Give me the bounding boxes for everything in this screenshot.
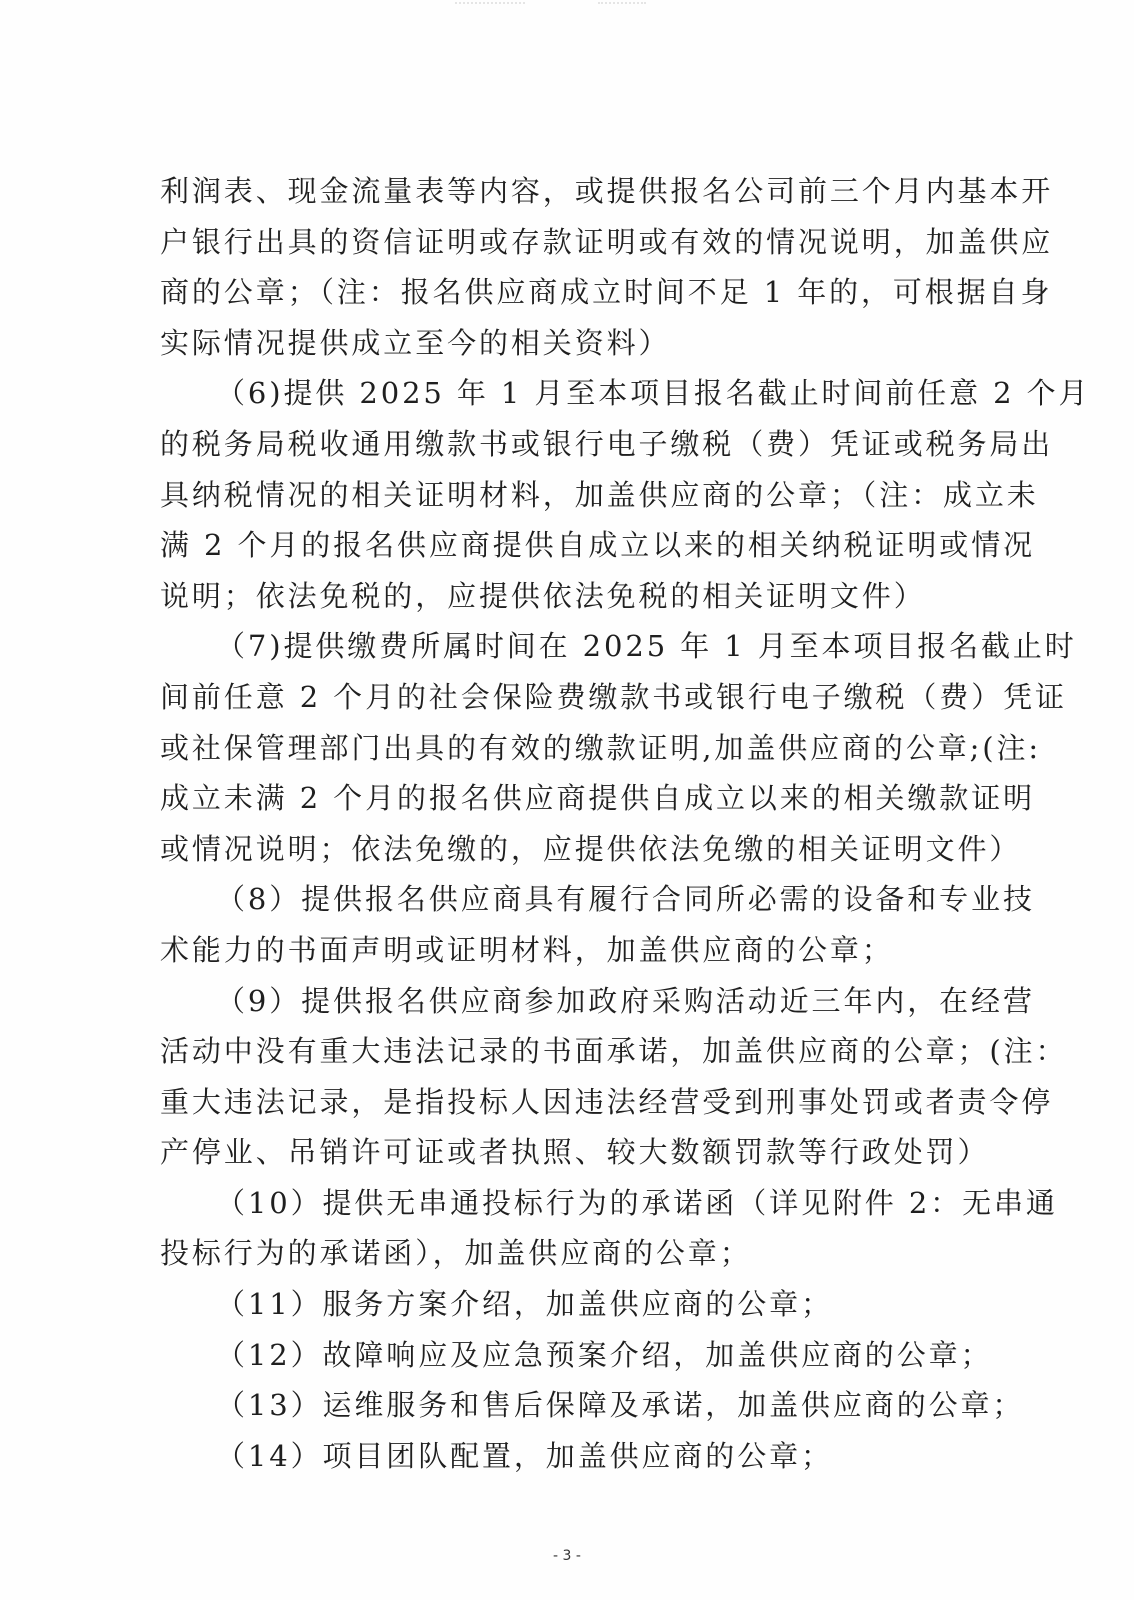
text-line: 满 2 个月的报名供应商提供自成立以来的相关纳税证明或情况 (160, 528, 1035, 563)
text-line: 或社保管理部门出具的有效的缴款证明,加盖供应商的公章;(注: (160, 730, 1042, 765)
text-line: 或情况说明；依法免缴的，应提供依法免缴的相关证明文件） (160, 831, 1022, 866)
scan-artifact (598, 2, 646, 18)
scan-artifact (455, 2, 525, 18)
text-line: 重大违法记录，是指投标人因违法经营受到刑事处罚或者责令停 (160, 1084, 1054, 1119)
item-8-start: （8）提供报名供应商具有履行合同所必需的设备和专业技 (216, 882, 1035, 917)
text-line: 说明；依法免税的，应提供依法免税的相关证明文件） (160, 578, 926, 613)
item-10-start: （10）提供无串通投标行为的承诺函（详见附件 2：无串通 (216, 1185, 1058, 1220)
text-line: 商的公章；（注：报名供应商成立时间不足 1 年的，可根据自身 (160, 275, 1053, 310)
document-body (160, 166, 1091, 1481)
item-12: （12）故障响应及应急预案介绍，加盖供应商的公章； (216, 1337, 993, 1372)
text-line: 的税务局税收通用缴款书或银行电子缴税（费）凭证或税务局出 (160, 426, 1054, 461)
item-11: （11）服务方案介绍，加盖供应商的公章； (216, 1287, 833, 1322)
text-line: 利润表、现金流量表等内容，或提供报名公司前三个月内基本开 (160, 174, 1054, 208)
text-line: 活动中没有重大违法记录的书面承诺，加盖供应商的公章；(注： (160, 1034, 1068, 1069)
text-line: 投标行为的承诺函），加盖供应商的公章； (160, 1236, 752, 1271)
item-7-start: （7)提供缴费所属时间在 2025 年 1 月至本项目报名截止时 (216, 629, 1077, 664)
text-line: 间前任意 2 个月的社会保险费缴款书或银行电子缴税（费）凭证 (160, 679, 1067, 714)
text-line: 产停业、吊销许可证或者执照、较大数额罚款等行政处罚） (160, 1135, 990, 1170)
item-14: （14）项目团队配置，加盖供应商的公章； (216, 1438, 833, 1473)
item-6-start: （6)提供 2025 年 1 月至本项目报名截止时间前任意 2 个月 (216, 376, 1091, 411)
text-line: 成立未满 2 个月的报名供应商提供自成立以来的相关缴款证明 (160, 781, 1035, 816)
item-13: （13）运维服务和售后保障及承诺，加盖供应商的公章； (216, 1388, 1025, 1423)
text-line: 具纳税情况的相关证明材料，加盖供应商的公章；（注：成立未 (160, 477, 1039, 512)
item-9-start: （9）提供报名供应商参加政府采购活动近三年内，在经营 (216, 983, 1035, 1018)
text-line: 术能力的书面声明或证明材料，加盖供应商的公章； (160, 932, 894, 967)
text-line: 户银行出具的资信证明或存款证明或有效的情况说明，加盖供应 (160, 224, 1054, 259)
page-number: - 3 - (553, 1548, 581, 1564)
text-line: 实际情况提供成立至今的相关资料） (160, 325, 671, 360)
